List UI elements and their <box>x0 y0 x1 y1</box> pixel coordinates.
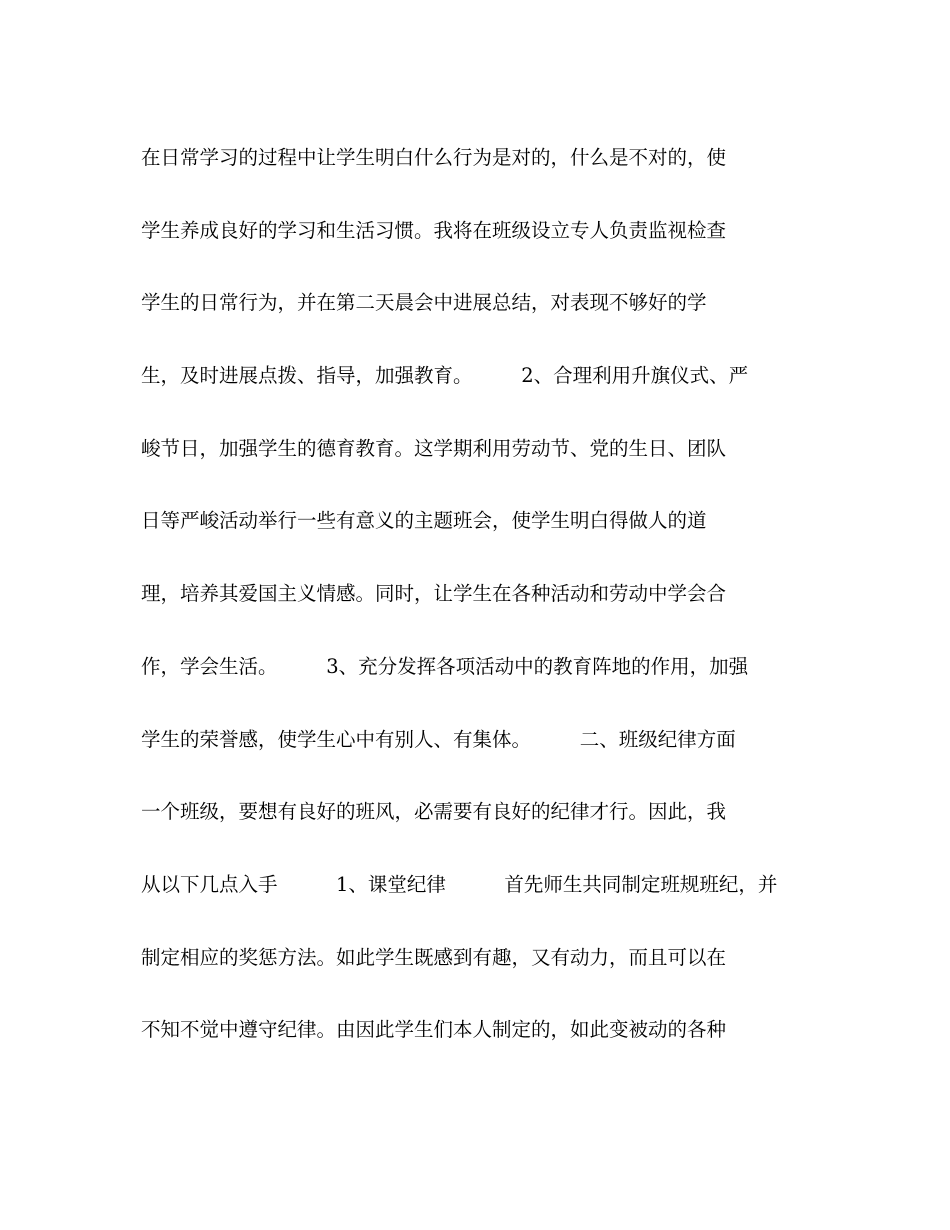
text-line-11: 从以下几点入手 1、课堂纪律 首先师生共同制定班规班纪，并 <box>141 872 778 896</box>
text-line-7: 理，培养其爱国主义情感。同时，让学生在各种活动和劳动中学会合 <box>141 582 727 606</box>
text-line-1: 在日常学习的过程中让学生明白什么行为是对的，什么是不对的，使 <box>141 146 727 169</box>
text-line-13: 不知不觉中遵守纪律。由因此学生们本人制定的，如此变被动的各种 <box>141 1018 727 1042</box>
text-line-3: 学生的日常行为，并在第二天晨会中进展总结，对表现不够好的学 <box>141 291 707 315</box>
body-text <box>141 138 821 1083</box>
text-line-5: 峻节日，加强学生的德育教育。这学期利用劳动节、党的生日、团队 <box>141 436 727 460</box>
text-line-10: 一个班级，要想有良好的班风，必需要有良好的纪律才行。因此，我 <box>141 800 727 824</box>
text-line-4: 生，及时进展点拨、指导，加强教育。 2、合理利用升旗仪式、严 <box>141 364 749 388</box>
text-line-6: 日等严峻活动举行一些有意义的主题班会，使学生明白得做人的道 <box>141 509 707 533</box>
text-line-2: 学生养成良好的学习和生活习惯。我将在班级设立专人负责监视检查 <box>141 218 727 242</box>
text-line-8: 作，学会生活。 3、充分发挥各项活动中的教育阵地的作用，加强 <box>141 654 749 678</box>
text-line-12: 制定相应的奖惩方法。如此学生既感到有趣，又有动力，而且可以在 <box>141 945 727 969</box>
text-line-9: 学生的荣誉感，使学生心中有别人、有集体。 二、班级纪律方面 <box>141 727 736 751</box>
